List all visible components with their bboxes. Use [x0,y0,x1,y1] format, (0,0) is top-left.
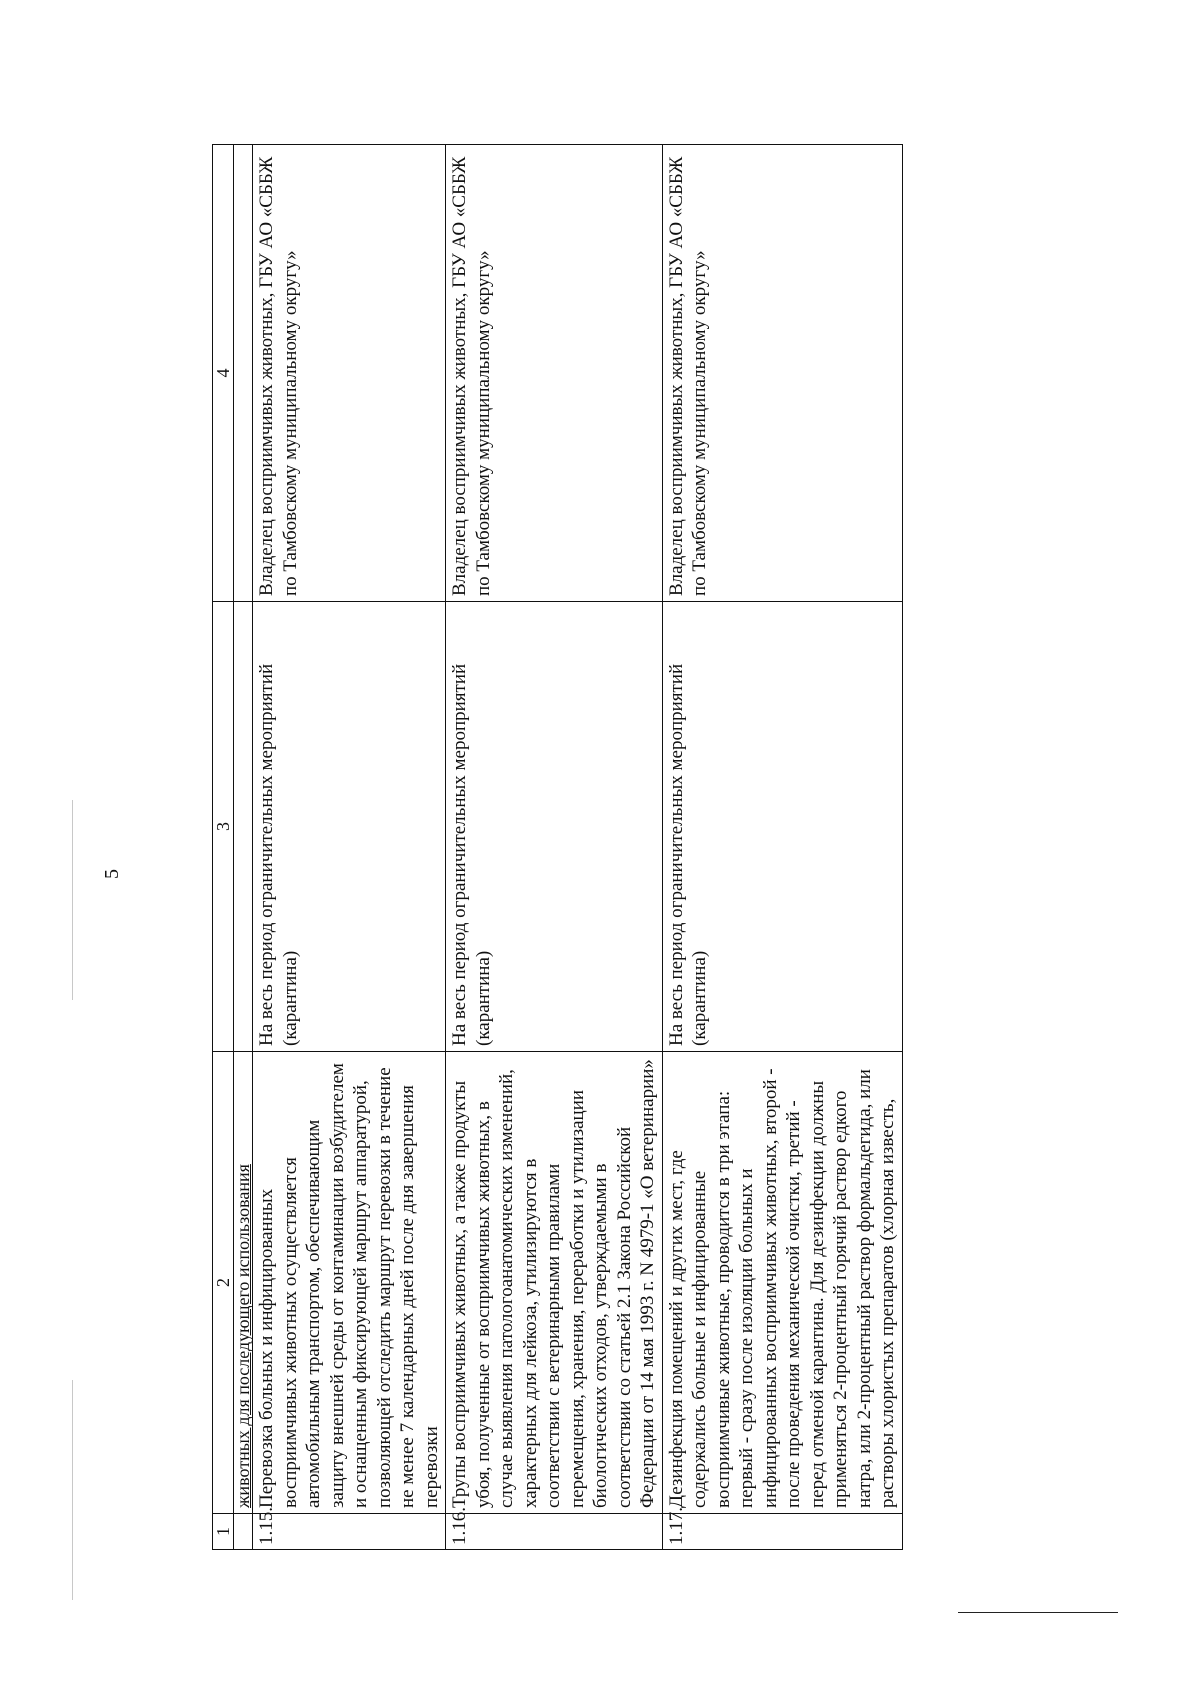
row-number: 1.17. [662,1514,902,1550]
row-number: 1.16. [446,1514,663,1550]
measures-table-frame [212,145,898,1550]
row-measure: Перевозка больных и инфицированных восприимчивых животных осуществляется автомобильным транспортом, обеспечивающим защиту внешней среды от контаминации возбудителем и оснащенным фиксирующей маршрут аппаратурой, позволяющей отследить маршрут перевозки в течение не менее 7 календарных дней после дня завершения перевозки [253,1052,446,1514]
header-col-1: 1 [213,1514,234,1550]
continuation-responsible-cell [234,145,253,602]
scan-binding-mark [72,800,73,1000]
row-measure: Трупы восприимчивых животных, а также продукты убоя, полученные от восприимчивых животных, в случае выявления патологоанатомических изменений, характерных для лейкоза, утилизируются в соответствии с ветеринарными правилами перемещения, хранения, переработки и утилизации биологических отходов, утверждаемыми в соответствии со статьей 2.1 Закона Российской Федерации от 14 мая 1993 г. N 4979-1 «О ветеринарии» [446,1052,663,1514]
footnote-rule [958,1612,1118,1613]
row-number: 1.15. [253,1514,446,1550]
row-responsible: Владелец восприимчивых животных, ГБУ АО «СББЖ по Тамбовскому муниципальному округу» [446,145,663,602]
header-col-4: 4 [213,145,234,602]
table-row [662,145,902,1550]
scan-binding-mark [72,1380,73,1600]
header-col-2: 2 [213,1052,234,1514]
continuation-row [234,145,253,1550]
row-period: На весь период ограничительных мероприятий (карантина) [253,602,446,1052]
row-period: На весь период ограничительных мероприятий (карантина) [662,602,902,1052]
continuation-period-cell [234,602,253,1052]
measures-table [212,144,903,1550]
row-responsible: Владелец восприимчивых животных, ГБУ АО «СББЖ по Тамбовскому муниципальному округу» [662,145,902,602]
table-row [253,145,446,1550]
header-col-3: 3 [213,602,234,1052]
row-period: На весь период ограничительных мероприятий (карантина) [446,602,663,1052]
continuation-num-cell [234,1514,253,1550]
table-header-row [213,145,234,1550]
page-number: 5 [101,869,123,879]
measures-table-rotated [212,145,898,1550]
row-measure: Дезинфекция помещений и других мест, где содержались больные и инфицированные восприимчивые животные, проводится в три этапа: первый - сразу после изоляции больных и инфицированных восприимчивых животных, второй - после проведения механической очистки, третий - перед отменой карантина. Для дезинфекции должны применяться 2-процентный горячий раствор едкого натра, или 2-процентный раствор формальдегида, или растворы хлористых препаратов (хлорная известь, [662,1052,902,1514]
row-responsible: Владелец восприимчивых животных, ГБУ АО «СББЖ по Тамбовскому муниципальному округу» [253,145,446,602]
continuation-text: животных для последующего использования [234,1052,253,1514]
table-row [446,145,663,1550]
